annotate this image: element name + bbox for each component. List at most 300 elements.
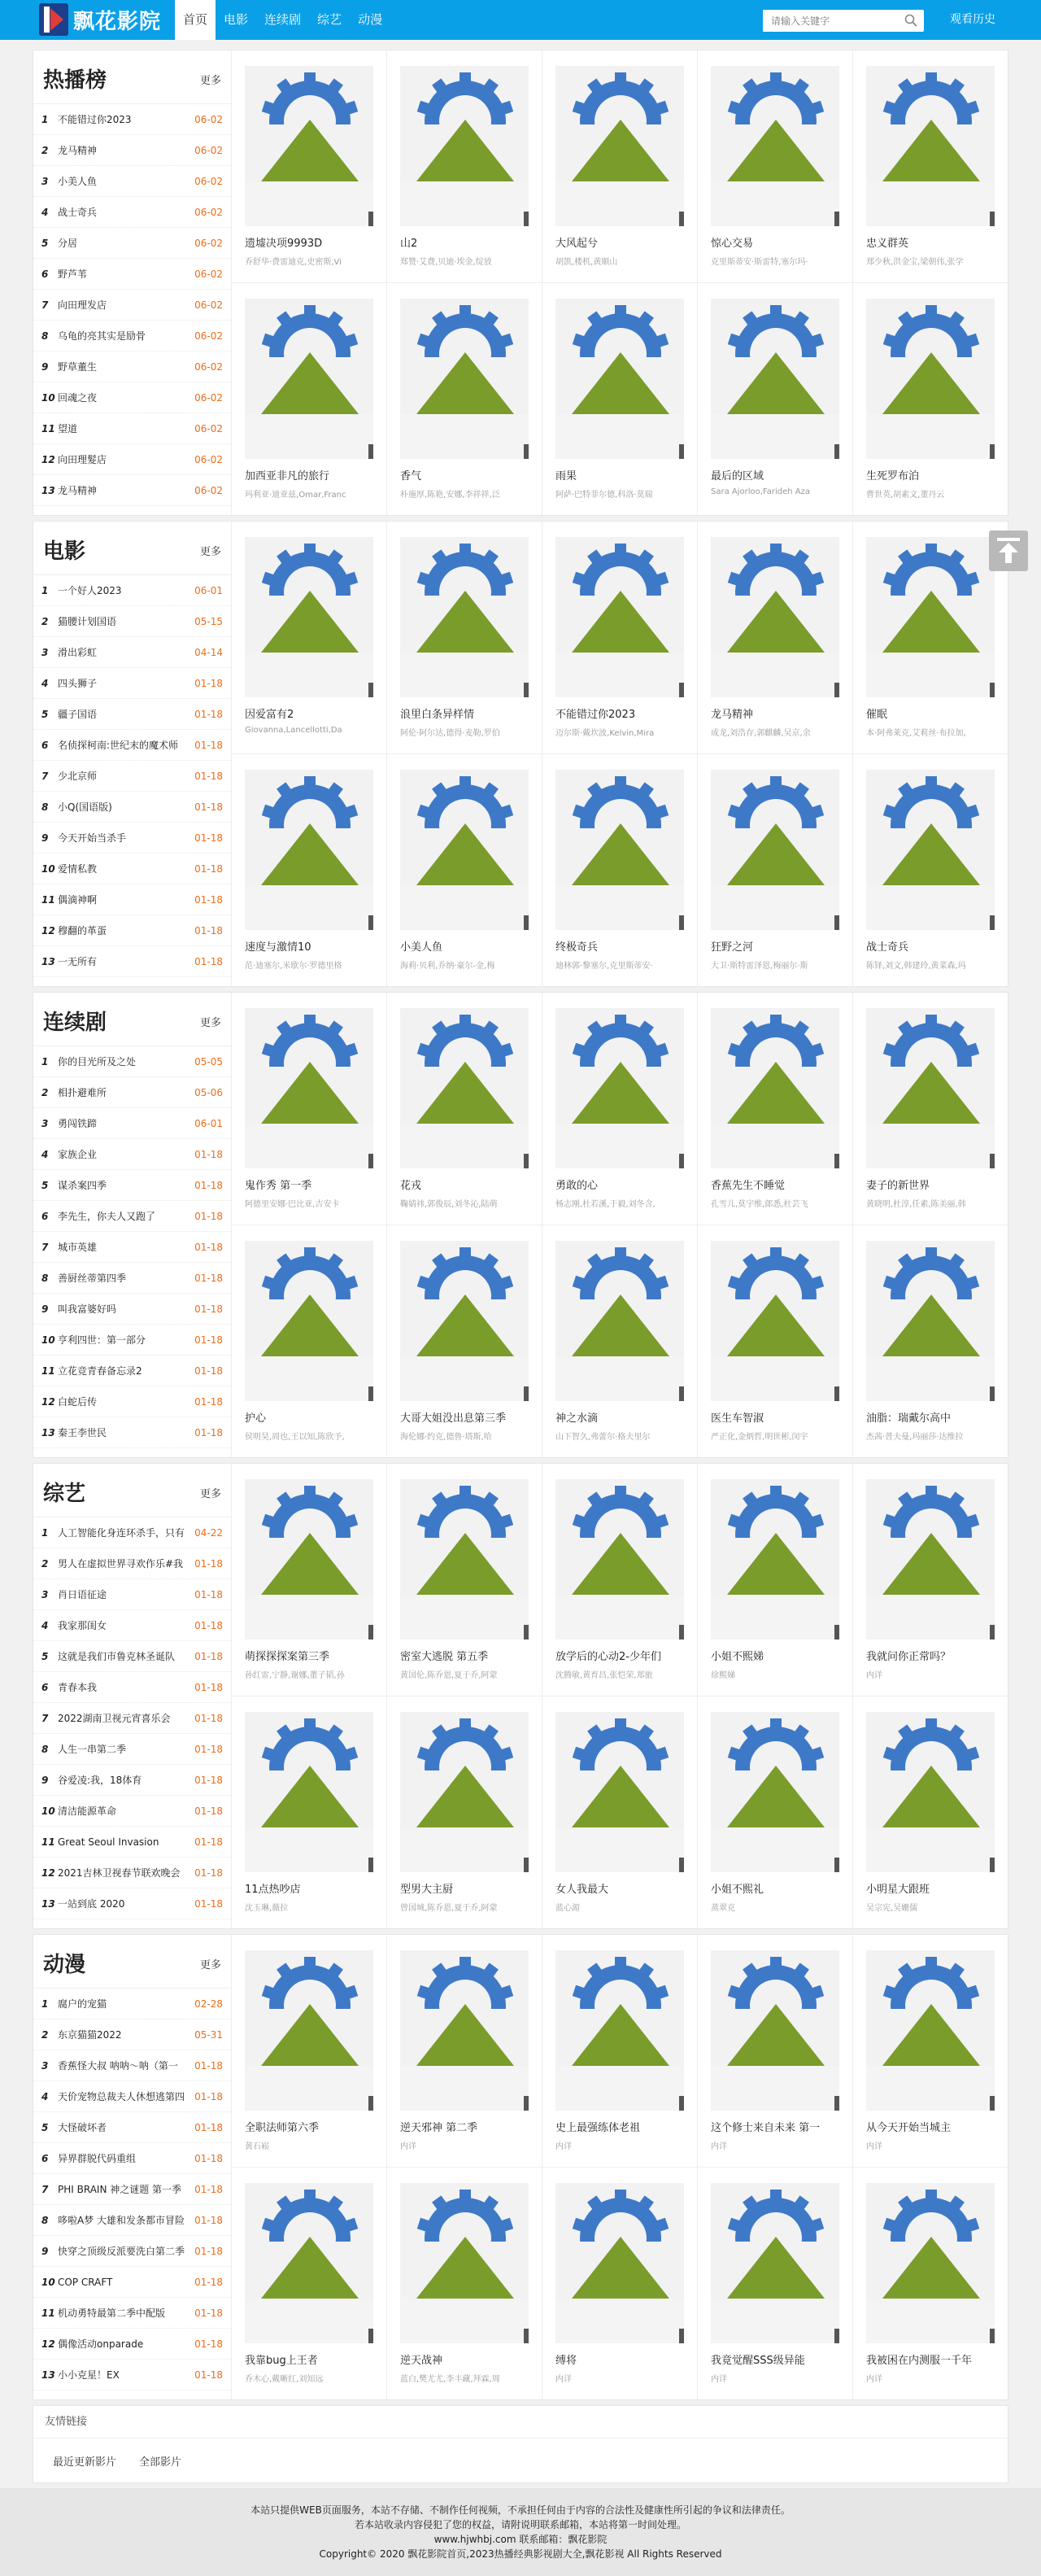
- video-card[interactable]: [853, 754, 1008, 987]
- video-poster[interactable]: [245, 1008, 373, 1168]
- rank-title[interactable]: 野草董生: [58, 361, 98, 373]
- video-title[interactable]: 战士奇兵: [866, 941, 909, 954]
- rank-item[interactable]: [33, 730, 231, 761]
- rank-item[interactable]: [33, 2112, 231, 2143]
- video-title[interactable]: 我竟觉醒SSS级异能: [711, 2354, 805, 2367]
- rank-item[interactable]: [33, 1386, 231, 1417]
- nav-item-3[interactable]: 综艺: [317, 12, 342, 27]
- video-title[interactable]: 全职法师第六季: [245, 2122, 320, 2134]
- video-card[interactable]: [542, 50, 698, 283]
- video-poster[interactable]: [866, 1241, 995, 1401]
- video-poster[interactable]: [711, 66, 839, 226]
- rank-item[interactable]: [33, 1356, 231, 1386]
- rank-item[interactable]: [33, 1610, 231, 1641]
- video-title[interactable]: 密室大逃脱 第五季: [400, 1651, 489, 1663]
- video-poster[interactable]: [866, 1712, 995, 1872]
- rank-title[interactable]: 善厨丝蒂第四季: [58, 1273, 127, 1284]
- rank-item[interactable]: [33, 166, 231, 197]
- video-poster[interactable]: [245, 1950, 373, 2111]
- nav-item-4[interactable]: 动漫: [358, 12, 383, 27]
- video-poster[interactable]: [400, 1479, 529, 1639]
- rank-title[interactable]: 哆啦A梦 大雄和发条都市冒险: [58, 2215, 185, 2226]
- rank-item[interactable]: [33, 606, 231, 637]
- rank-title[interactable]: PHI BRAIN 神之谜题 第一季: [58, 2184, 182, 2195]
- rank-title[interactable]: 龙马精神: [58, 485, 98, 496]
- video-title[interactable]: 医生车智淑: [711, 1412, 764, 1425]
- poster-placeholder-icon: [555, 1008, 684, 1168]
- rank-item[interactable]: [33, 1108, 231, 1139]
- rank-item[interactable]: [33, 1417, 231, 1448]
- video-card[interactable]: [387, 1935, 542, 2168]
- video-title[interactable]: 油脂：瑞戴尔高中: [866, 1412, 952, 1425]
- rank-title[interactable]: 2022湖南卫视元宵喜乐会: [58, 1713, 171, 1724]
- back-to-top-button[interactable]: [989, 530, 1028, 571]
- rank-title[interactable]: 一个好人2023: [58, 585, 122, 596]
- video-card[interactable]: [853, 1696, 1008, 1929]
- rank-title[interactable]: 清洁能源革命: [58, 1805, 117, 1817]
- more-link[interactable]: 更多: [199, 1017, 221, 1029]
- video-card[interactable]: [387, 754, 542, 987]
- video-poster[interactable]: [711, 2183, 839, 2343]
- rank-title[interactable]: 天价宠物总裁夫人休想逃第四: [58, 2091, 185, 2102]
- video-card[interactable]: [542, 522, 698, 754]
- rank-item[interactable]: [33, 1858, 231, 1888]
- video-poster[interactable]: [866, 537, 995, 697]
- video-poster[interactable]: [400, 1950, 529, 2111]
- rank-title[interactable]: 李先生，你夫人又跑了: [58, 1211, 156, 1222]
- video-poster[interactable]: [245, 66, 373, 226]
- rank-title[interactable]: 战士奇兵: [58, 207, 98, 218]
- video-title[interactable]: 我就问你正常吗？: [866, 1651, 952, 1663]
- friend-link-0[interactable]: 最近更新影片: [53, 2456, 117, 2469]
- rank-item[interactable]: [33, 135, 231, 166]
- video-poster[interactable]: [555, 1950, 684, 2111]
- video-poster[interactable]: [555, 2183, 684, 2343]
- video-title[interactable]: 花戎: [400, 1180, 422, 1192]
- video-card[interactable]: [698, 2168, 853, 2400]
- rank-title[interactable]: 野芦苇: [58, 269, 88, 280]
- rank-title[interactable]: 谋杀案四季: [58, 1180, 107, 1191]
- video-poster[interactable]: [866, 1479, 995, 1639]
- rank-title[interactable]: 爱情私教: [58, 863, 98, 875]
- rank-title[interactable]: 青春本我: [58, 1682, 98, 1693]
- rank-title[interactable]: 小小克星！EX: [58, 2369, 120, 2381]
- video-poster[interactable]: [555, 1712, 684, 1872]
- rank-item[interactable]: [33, 1170, 231, 1201]
- video-card[interactable]: [853, 50, 1008, 283]
- rank-title[interactable]: 腐户的宠猫: [58, 1998, 107, 2010]
- video-card[interactable]: [853, 522, 1008, 754]
- nav-item-1[interactable]: 电影: [224, 12, 249, 27]
- video-card[interactable]: [232, 1464, 387, 1696]
- rank-item[interactable]: [33, 104, 231, 135]
- video-card[interactable]: [853, 2168, 1008, 2400]
- video-card[interactable]: [542, 1935, 698, 2168]
- video-title[interactable]: 护心: [245, 1412, 267, 1425]
- video-title[interactable]: 香气: [400, 469, 422, 482]
- video-poster[interactable]: [400, 299, 529, 459]
- more-link[interactable]: 更多: [199, 1488, 221, 1500]
- rank-item[interactable]: [33, 823, 231, 854]
- video-card[interactable]: [698, 1464, 853, 1696]
- rank-item[interactable]: [33, 1263, 231, 1294]
- video-card[interactable]: [853, 1464, 1008, 1696]
- video-poster[interactable]: [711, 770, 839, 930]
- rank-item[interactable]: [33, 444, 231, 475]
- rank-item[interactable]: [33, 1734, 231, 1765]
- video-title[interactable]: 女人我最大: [555, 1883, 609, 1896]
- video-card[interactable]: [232, 1935, 387, 2168]
- video-title[interactable]: 生死罗布泊: [866, 469, 920, 482]
- rank-title[interactable]: 香蕉怪大叔 呐呐～呐（第一: [58, 2060, 178, 2072]
- rank-item[interactable]: [33, 2143, 231, 2174]
- video-poster[interactable]: [400, 770, 529, 930]
- video-card[interactable]: [387, 50, 542, 283]
- video-title[interactable]: 速度与激情10: [245, 941, 311, 954]
- video-title[interactable]: 神之水滴: [555, 1412, 599, 1425]
- video-title[interactable]: 缚将: [555, 2354, 577, 2367]
- rank-title[interactable]: 人生一串第二季: [58, 1744, 127, 1755]
- video-title[interactable]: 小姐不熙礼: [711, 1883, 764, 1896]
- video-title[interactable]: 山2: [400, 238, 418, 250]
- video-title[interactable]: 逆天邪神 第二季: [400, 2122, 478, 2134]
- video-poster[interactable]: [866, 66, 995, 226]
- video-poster[interactable]: [555, 770, 684, 930]
- more-link[interactable]: 更多: [199, 75, 221, 87]
- rank-item[interactable]: [33, 1827, 231, 1858]
- video-title[interactable]: 催眠: [866, 709, 888, 721]
- rank-item[interactable]: [33, 259, 231, 290]
- rank-title[interactable]: 向田理发店: [58, 299, 107, 311]
- rank-item[interactable]: [33, 1139, 231, 1170]
- rank-item[interactable]: [33, 1201, 231, 1232]
- rank-item[interactable]: [33, 1703, 231, 1734]
- video-card[interactable]: [698, 1935, 853, 2168]
- video-title[interactable]: 雨果: [555, 469, 577, 482]
- video-poster[interactable]: [400, 2183, 529, 2343]
- rank-item[interactable]: [33, 1548, 231, 1579]
- rank-item[interactable]: [33, 2174, 231, 2205]
- rank-title[interactable]: 小美人鱼: [58, 176, 98, 187]
- video-card[interactable]: [387, 1464, 542, 1696]
- video-title[interactable]: 遗墟决项9993D: [245, 238, 323, 250]
- video-card[interactable]: [232, 50, 387, 283]
- rank-item[interactable]: [33, 2267, 231, 2298]
- rank-title[interactable]: 一无所有: [58, 956, 98, 967]
- video-card[interactable]: [542, 1464, 698, 1696]
- video-card[interactable]: [387, 1696, 542, 1929]
- rank-title[interactable]: 名侦探柯南:世纪末的魔术师: [58, 740, 179, 751]
- rank-item[interactable]: [33, 2236, 231, 2267]
- rank-item[interactable]: [33, 351, 231, 382]
- rank-item[interactable]: [33, 2081, 231, 2112]
- video-title[interactable]: 鬼作秀 第一季: [245, 1180, 312, 1192]
- rank-item[interactable]: [33, 946, 231, 977]
- rank-title[interactable]: 不能错过你2023: [58, 114, 132, 125]
- video-card[interactable]: [853, 283, 1008, 516]
- rank-item[interactable]: [33, 854, 231, 884]
- rank-title[interactable]: 2021吉林卫视春节联欢晚会: [58, 1867, 181, 1879]
- rank-title[interactable]: 向田理髮店: [58, 454, 107, 465]
- video-title[interactable]: 香蕉先生不睡觉: [711, 1180, 786, 1192]
- video-poster[interactable]: [555, 299, 684, 459]
- video-title[interactable]: 我靠bug上王者: [245, 2354, 318, 2367]
- video-card[interactable]: [542, 754, 698, 987]
- rank-title[interactable]: 我家那闺女: [58, 1620, 107, 1631]
- rank-title[interactable]: 你的目光所及之处: [58, 1056, 137, 1068]
- video-poster[interactable]: [711, 1950, 839, 2111]
- video-poster[interactable]: [245, 770, 373, 930]
- video-poster[interactable]: [245, 2183, 373, 2343]
- rank-item[interactable]: [33, 1517, 231, 1548]
- rank-title[interactable]: 肖日语征途: [58, 1589, 107, 1600]
- video-card[interactable]: [387, 993, 542, 1225]
- rank-title[interactable]: Great Seoul Invasion: [58, 1836, 159, 1848]
- rank-item[interactable]: [33, 699, 231, 730]
- rank-item[interactable]: [33, 915, 231, 946]
- rank-title[interactable]: 立花竞青春备忘录2: [58, 1365, 142, 1377]
- rank-title[interactable]: COP CRAFT: [58, 2277, 113, 2288]
- video-card[interactable]: [853, 993, 1008, 1225]
- video-title[interactable]: 从今天开始当城主: [866, 2122, 952, 2134]
- video-card[interactable]: [542, 1225, 698, 1458]
- rank-item[interactable]: [33, 290, 231, 321]
- video-card[interactable]: [387, 1225, 542, 1458]
- video-poster[interactable]: [866, 1008, 995, 1168]
- rank-item[interactable]: [33, 792, 231, 823]
- video-card[interactable]: [698, 1696, 853, 1929]
- rank-item[interactable]: [33, 637, 231, 668]
- rank-title[interactable]: 家族企业: [58, 1149, 98, 1160]
- rank-title[interactable]: 城市英雄: [58, 1242, 98, 1253]
- video-card[interactable]: [232, 2168, 387, 2400]
- rank-title[interactable]: 相扑避难所: [58, 1087, 107, 1098]
- rank-title[interactable]: 四头狮子: [58, 678, 98, 689]
- video-card[interactable]: [542, 283, 698, 516]
- rank-title[interactable]: 快穿之顶级反派要洗白第二季: [58, 2246, 185, 2257]
- video-card[interactable]: [387, 2168, 542, 2400]
- rank-title[interactable]: 偶像活动onparade: [58, 2338, 144, 2350]
- rank-item[interactable]: [33, 1325, 231, 1356]
- video-card[interactable]: [232, 754, 387, 987]
- video-title[interactable]: 勇敢的心: [555, 1180, 599, 1192]
- rank-title[interactable]: 叫我富婆好吗: [58, 1303, 117, 1315]
- rank-item[interactable]: [33, 575, 231, 606]
- video-poster[interactable]: [245, 537, 373, 697]
- video-title[interactable]: 最后的区域: [711, 469, 764, 482]
- video-poster[interactable]: [866, 1950, 995, 2111]
- rank-title[interactable]: 谷爱凌:我，18体育: [58, 1775, 142, 1786]
- video-title[interactable]: 这个修士来自未来 第一: [711, 2122, 821, 2134]
- video-card[interactable]: [232, 1225, 387, 1458]
- video-poster[interactable]: [400, 1241, 529, 1401]
- rank-title[interactable]: 男人在虚拟世界寻欢作乐#我: [58, 1558, 184, 1570]
- video-title[interactable]: 小美人鱼: [400, 941, 443, 954]
- rank-title[interactable]: 小Q(国语版): [58, 801, 112, 813]
- rank-item[interactable]: [33, 1641, 231, 1672]
- rank-item[interactable]: [33, 1579, 231, 1610]
- video-title[interactable]: 小姐不熙娣: [711, 1651, 764, 1663]
- video-poster[interactable]: [866, 770, 995, 930]
- video-title[interactable]: 惊心交易: [711, 238, 754, 250]
- video-poster[interactable]: [711, 537, 839, 697]
- video-title[interactable]: 加西亚非凡的旅行: [245, 469, 330, 482]
- search-icon[interactable]: [904, 14, 917, 27]
- rank-item[interactable]: [33, 1672, 231, 1703]
- rank-title[interactable]: 乌龟的亮其实是励骨: [58, 330, 146, 342]
- video-poster[interactable]: [711, 299, 839, 459]
- video-poster[interactable]: [245, 1479, 373, 1639]
- rank-title[interactable]: 异界群脱代码重组: [58, 2153, 137, 2164]
- poster-badge: [679, 1858, 684, 1872]
- video-card[interactable]: [698, 754, 853, 987]
- rank-title[interactable]: 猫腰计划国语: [58, 616, 117, 627]
- video-card[interactable]: [542, 1696, 698, 1929]
- rank-item[interactable]: [33, 1989, 231, 2019]
- friend-link-1[interactable]: 全部影片: [139, 2456, 182, 2469]
- video-title[interactable]: 小明星大跟班: [866, 1883, 930, 1896]
- rank-title[interactable]: 机动勇特最第二季中配版: [58, 2307, 166, 2319]
- rank-item[interactable]: [33, 1077, 231, 1108]
- video-card[interactable]: [387, 283, 542, 516]
- rank-item[interactable]: [33, 321, 231, 351]
- video-poster[interactable]: [711, 1008, 839, 1168]
- rank-title[interactable]: 秦王李世民: [58, 1427, 107, 1439]
- rank-item[interactable]: [33, 1046, 231, 1077]
- video-card[interactable]: [542, 2168, 698, 2400]
- rank-title[interactable]: 疆子国语: [58, 709, 98, 720]
- video-poster[interactable]: [400, 537, 529, 697]
- video-card[interactable]: [232, 522, 387, 754]
- video-title[interactable]: 狂野之河: [711, 941, 754, 954]
- rank-title[interactable]: 东京猫猫2022: [58, 2029, 122, 2041]
- rank-item[interactable]: [33, 228, 231, 259]
- video-title[interactable]: 逆天战神: [400, 2354, 443, 2367]
- rank-title[interactable]: 分居: [58, 238, 78, 249]
- video-poster[interactable]: [245, 299, 373, 459]
- site-logo[interactable]: [39, 2, 161, 37]
- video-card[interactable]: [698, 50, 853, 283]
- video-title[interactable]: 萌探探探案第三季: [245, 1651, 330, 1663]
- rank-item[interactable]: [33, 1765, 231, 1796]
- rank-item[interactable]: [33, 668, 231, 699]
- video-card[interactable]: [232, 1696, 387, 1929]
- video-actors: 黄国伦,陈乔恩,夏于乔,阿蒙: [400, 1671, 498, 1680]
- rank-item[interactable]: [33, 1294, 231, 1325]
- rank-title[interactable]: 偶滴神啊: [58, 894, 98, 906]
- rank-item[interactable]: [33, 2329, 231, 2360]
- rank-item[interactable]: [33, 2050, 231, 2081]
- rank-title[interactable]: 穆翻的革蛋: [58, 925, 107, 937]
- rank-title[interactable]: 少北京师: [58, 771, 98, 782]
- video-poster[interactable]: [711, 1712, 839, 1872]
- video-title[interactable]: 浪里白条异样情: [400, 709, 475, 721]
- rank-item[interactable]: [33, 382, 231, 413]
- video-poster[interactable]: [711, 1479, 839, 1639]
- rank-item[interactable]: [33, 2360, 231, 2390]
- rank-item[interactable]: [33, 475, 231, 506]
- video-poster[interactable]: [555, 66, 684, 226]
- video-card[interactable]: [698, 1225, 853, 1458]
- video-title[interactable]: 龙马精神: [711, 709, 754, 721]
- video-poster[interactable]: [555, 1241, 684, 1401]
- rank-item[interactable]: [33, 884, 231, 915]
- rank-item[interactable]: [33, 1796, 231, 1827]
- video-card[interactable]: [232, 283, 387, 516]
- video-title[interactable]: 史上最强练体老祖: [555, 2122, 641, 2134]
- video-title[interactable]: 妻子的新世界: [866, 1180, 930, 1192]
- video-poster[interactable]: [400, 1008, 529, 1168]
- video-card[interactable]: [698, 993, 853, 1225]
- rank-title[interactable]: 大怪破坏者: [58, 2122, 107, 2133]
- more-link[interactable]: 更多: [199, 546, 221, 558]
- rank-title[interactable]: 回魂之夜: [58, 392, 98, 404]
- video-card[interactable]: [853, 1935, 1008, 2168]
- video-title[interactable]: 忠义群英: [866, 238, 909, 250]
- rank-item[interactable]: [33, 413, 231, 444]
- video-poster[interactable]: [245, 1712, 373, 1872]
- video-card[interactable]: [853, 1225, 1008, 1458]
- video-poster[interactable]: [400, 1712, 529, 1872]
- video-poster[interactable]: [555, 1008, 684, 1168]
- video-poster[interactable]: [400, 66, 529, 226]
- watch-history-link[interactable]: 观看历史: [950, 13, 995, 26]
- video-title[interactable]: 大哥大姐没出息第三季: [400, 1412, 507, 1425]
- video-card[interactable]: [698, 522, 853, 754]
- video-card[interactable]: [698, 283, 853, 516]
- video-title[interactable]: 11点热吵店: [245, 1883, 301, 1896]
- video-card[interactable]: [542, 993, 698, 1225]
- rank-item[interactable]: [33, 2298, 231, 2329]
- video-poster[interactable]: [555, 537, 684, 697]
- video-title[interactable]: 因爱富有2: [245, 709, 294, 721]
- rank-title[interactable]: 白蛇后传: [58, 1396, 98, 1408]
- rank-title[interactable]: 亨利四世：第一部分: [58, 1334, 146, 1346]
- video-title[interactable]: 我被困在内测服一千年: [866, 2354, 973, 2367]
- rank-title[interactable]: 龙马精神: [58, 145, 98, 156]
- rank-title[interactable]: 人工智能化身连环杀手，只有: [58, 1527, 185, 1539]
- more-link[interactable]: 更多: [199, 1959, 221, 1971]
- rank-title[interactable]: 滑出彩虹: [58, 647, 98, 658]
- rank-item[interactable]: [33, 1232, 231, 1263]
- nav-item-0[interactable]: 首页: [175, 0, 216, 40]
- video-poster[interactable]: [866, 299, 995, 459]
- rank-title[interactable]: 今天开始当杀手: [58, 832, 127, 844]
- video-card[interactable]: [232, 993, 387, 1225]
- rank-item[interactable]: [33, 197, 231, 228]
- video-poster[interactable]: [245, 1241, 373, 1401]
- rank-title[interactable]: 一站到底 2020: [58, 1898, 125, 1910]
- video-poster[interactable]: [711, 1241, 839, 1401]
- rank-item[interactable]: [33, 2019, 231, 2050]
- nav-item-2[interactable]: 连续剧: [264, 12, 302, 27]
- video-poster[interactable]: [555, 1479, 684, 1639]
- rank-title[interactable]: 这就是我们市鲁克林圣诞队: [58, 1651, 176, 1662]
- rank-title[interactable]: 望道: [58, 423, 78, 434]
- video-title[interactable]: 放学后的心动2-少年们: [555, 1651, 661, 1663]
- rank-item[interactable]: [33, 1888, 231, 1919]
- rank-title[interactable]: 勇闯铁蹄: [58, 1118, 98, 1129]
- video-title[interactable]: 不能错过你2023: [555, 709, 636, 721]
- video-poster[interactable]: [866, 2183, 995, 2343]
- search-input[interactable]: [763, 10, 893, 32]
- video-title[interactable]: 大风起兮: [555, 238, 599, 250]
- video-card[interactable]: [387, 522, 542, 754]
- video-title[interactable]: 终极奇兵: [555, 941, 599, 954]
- rank-item[interactable]: [33, 2205, 231, 2236]
- video-title[interactable]: 型男大主厨: [400, 1883, 454, 1896]
- rank-item[interactable]: [33, 761, 231, 792]
